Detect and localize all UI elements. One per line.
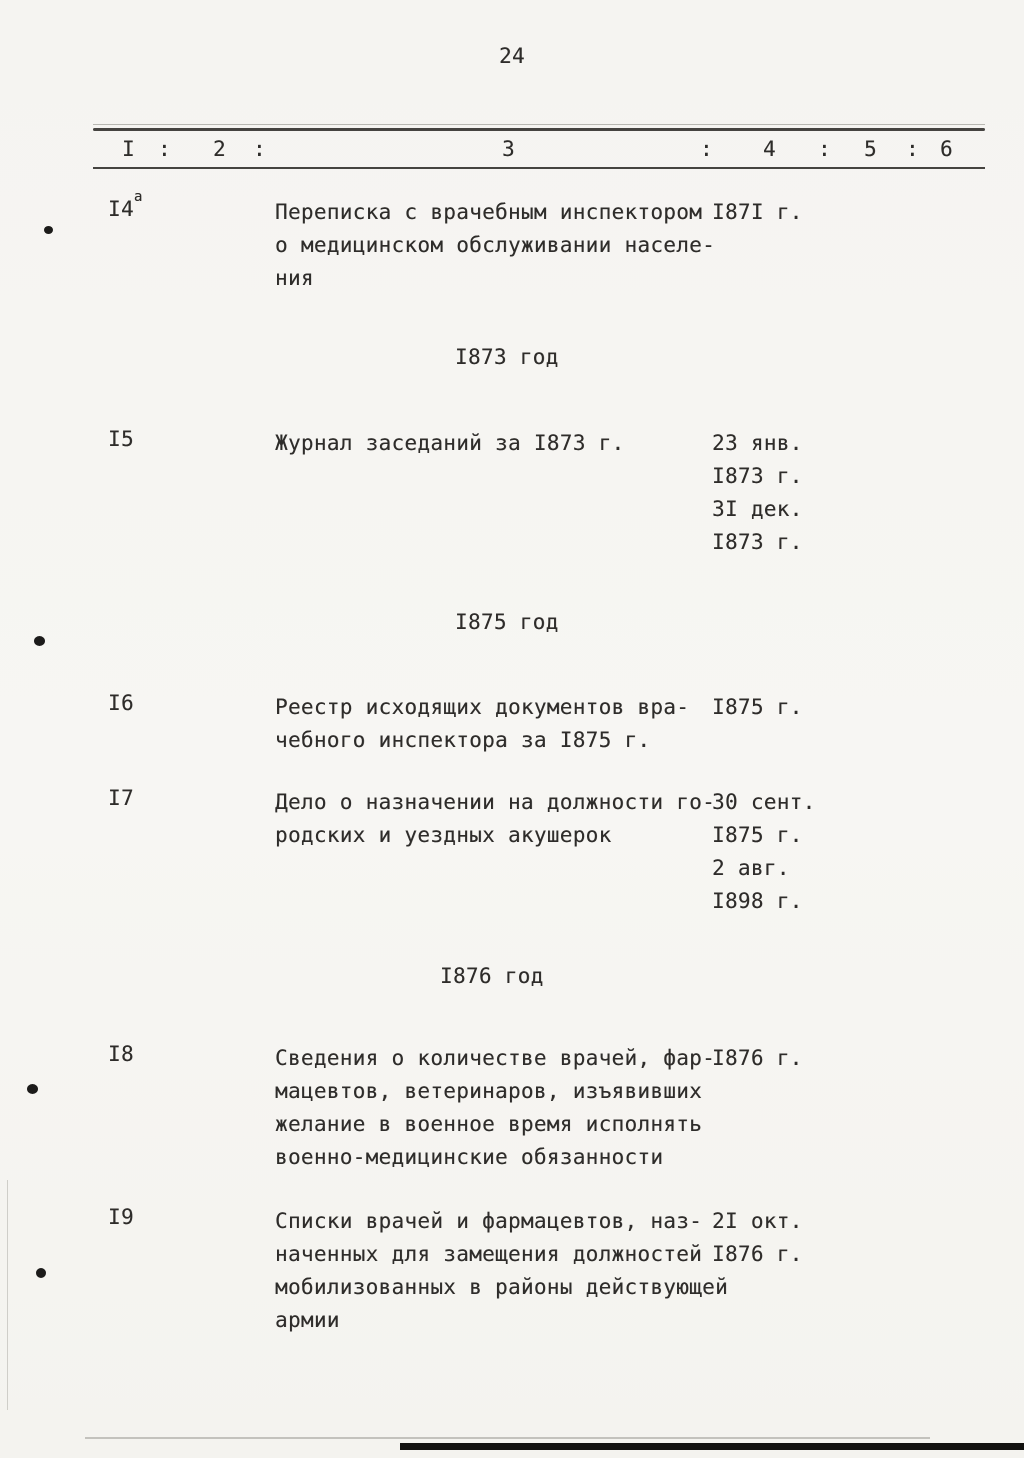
entry-number: $I4^а$ (108, 189, 143, 221)
entry-dates (712, 427, 803, 559)
entry-description-line: чебного инспектора за I875 г. (275, 728, 651, 752)
year-heading-1876: I876 год (440, 964, 544, 988)
entry-date-line: I898 г. (712, 889, 803, 913)
entry-dates (712, 786, 816, 918)
margin-dot (27, 1084, 38, 1094)
page-number: 24 (499, 44, 525, 68)
column-header-cell: I (122, 137, 135, 161)
entry-description-line: Сведения о количестве врачей, фар- (275, 1046, 716, 1070)
entry-description (275, 691, 689, 757)
entry-number-superscript: а (133, 189, 143, 205)
header-rule-bottom (93, 167, 985, 169)
entry-description-line: военно-медицинские обязанности (275, 1145, 664, 1169)
entry-date-line: I875 г. (712, 823, 803, 847)
column-header-cell: 3 (502, 137, 515, 161)
column-divider: : (700, 137, 713, 161)
header-rule-shadow (93, 124, 985, 125)
entry-description (275, 786, 715, 852)
entry-dates (712, 1205, 803, 1271)
entry-date-line: 2I окт. (712, 1209, 803, 1233)
entry-description-line: армии (275, 1308, 340, 1332)
entry-number: I9 (108, 1205, 134, 1229)
entry-description (275, 1205, 728, 1337)
entry-number: I8 (108, 1042, 134, 1066)
scan-line-left (7, 1180, 8, 1410)
entry-description-line: мацевтов, ветеринаров, изъявивших (275, 1079, 703, 1103)
entry-description (275, 196, 715, 295)
entry-description (275, 1042, 715, 1174)
margin-dot (34, 636, 45, 646)
column-header-cell: 5 (864, 137, 877, 161)
entry-date-line: I873 г. (712, 530, 803, 554)
column-divider: : (818, 137, 831, 161)
entry-dates (712, 691, 803, 724)
entry-dates (712, 196, 803, 229)
header-rule-top (93, 128, 985, 131)
column-divider: : (158, 137, 171, 161)
year-heading-1875: I875 год (455, 610, 559, 634)
entry-description-line: Реестр исходящих документов вра- (275, 695, 690, 719)
entry-description-line: Списки врачей и фармацевтов, наз- (275, 1209, 703, 1233)
scan-line-faint (85, 1437, 930, 1439)
entry-date-line: I87I г. (712, 200, 803, 224)
column-header-cell: 4 (763, 137, 776, 161)
column-header-cell: 6 (940, 137, 953, 161)
entry-description-line: Журнал заседаний за I873 г. (275, 431, 625, 455)
entry-description-line: желание в военное время исполнять (275, 1112, 703, 1136)
entry-date-line: I873 г. (712, 464, 803, 488)
entry-description (275, 427, 624, 460)
entry-number: I6 (108, 691, 134, 715)
entry-date-line: I875 г. (712, 695, 803, 719)
entry-date-line: 2 авг. (712, 856, 790, 880)
entry-description-line: ния (275, 266, 314, 290)
margin-dot (44, 226, 53, 234)
entry-description-line: родских и уездных акушерок (275, 823, 612, 847)
entry-date-line: 23 янв. (712, 431, 803, 455)
margin-dot (36, 1268, 46, 1278)
entry-dates (712, 1042, 803, 1075)
entry-description-line: мобилизованных в районы действующей (275, 1275, 729, 1299)
column-divider: : (253, 137, 266, 161)
entry-date-line: I876 г. (712, 1242, 803, 1266)
column-divider: : (906, 137, 919, 161)
scan-line-dark (400, 1443, 1024, 1450)
entry-date-line: 30 сент. (712, 790, 816, 814)
entry-date-line: I876 г. (712, 1046, 803, 1070)
column-header-cell: 2 (213, 137, 226, 161)
entry-number: I5 (108, 427, 134, 451)
entry-description-line: Дело о назначении на должности го- (275, 790, 716, 814)
year-heading-1873: I873 год (455, 345, 559, 369)
entry-description-line: Переписка с врачебным инспектором (275, 200, 703, 224)
entry-description-line: наченных для замещения должностей (275, 1242, 703, 1266)
entry-description-line: о медицинском обслуживании населе- (275, 233, 716, 257)
entry-date-line: 3I дек. (712, 497, 803, 521)
entry-number: I7 (108, 786, 134, 810)
